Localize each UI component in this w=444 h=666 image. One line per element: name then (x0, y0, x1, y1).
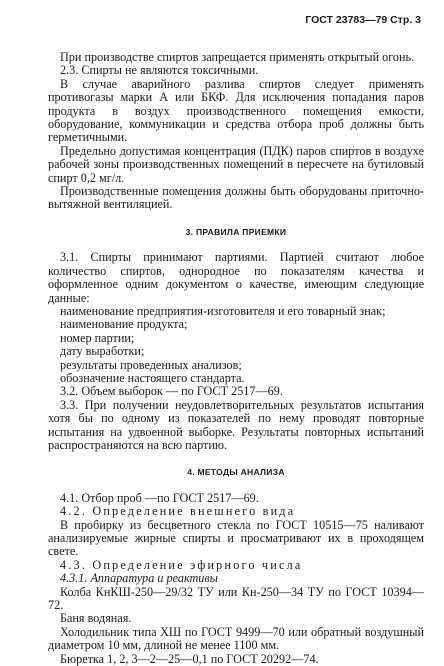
paragraph: При производстве спиртов запрещается применять открытый огонь. (60, 50, 415, 64)
page-content (48, 51, 424, 666)
list-item: наименование предприятия-изготовителя и его товарный знак; (60, 303, 386, 318)
paragraph: Холодильник типа ХШ по ГОСТ 9499—70 или обратный воздушный диаметром 10 мм, длиной не менее 1100 мм. (48, 624, 424, 653)
paragraph: 3.3. При получении неудовлетворительных результатов испытания хотя бы по одному из показателей по нему проводят повторные испытания на удвоенной выборке. Результаты повторных испытаний распространяются на всю партию. (48, 397, 424, 452)
list-item: результаты проведенных анализов; (60, 357, 242, 372)
paragraph: 3.1. Спирты принимают партиями. Партией считают любое количество спиртов, однородное по показателям качества и оформленное одним документом о качестве, имеющим следующие данные: (48, 250, 424, 305)
subheading: 4.2. Определение внешнего вида (60, 504, 296, 519)
subheading: 4.3. Определение эфирного числа (60, 557, 303, 572)
paragraph: Предельно допустимая концентрация (ПДК) паров спиртов в воздухе рабочей зоны производственных помещений в пересчете на бутиловый спирт 0,2 мг/л. (48, 143, 424, 185)
list-item: наименование продукта; (60, 317, 188, 332)
paragraph: 4.1. Отбор проб —по ГОСТ 2517—69. (60, 490, 259, 505)
paragraph: Бюретка 1, 2, 3—2—25—0,1 по ГОСТ 20292—74. (60, 651, 319, 666)
paragraph: Производственные помещения должны быть оборудованы приточно-вытяжной вентиляцией. (48, 184, 424, 212)
paragraph: 3.2. Объем выборок — по ГОСТ 2517—69. (60, 384, 283, 399)
paragraph: В пробирку из бесцветного стекла по ГОСТ 10515—75 наливают анализируемые жирные спирты и просматривают их в проходящем свете. (48, 517, 424, 559)
list-item: дату выработки; (60, 344, 145, 359)
paragraph: Баня водяная. (60, 611, 132, 626)
paragraph: 2.3. Спирты не являются токсичными. (60, 63, 259, 78)
italic-text: 4.3.1. Аппаратура и реактивы (60, 571, 218, 586)
list-item: номер партии; (60, 330, 135, 345)
subheading-italic (48, 572, 424, 585)
page-header: ГОСТ 23783—79 Стр. 3 (305, 14, 421, 26)
paragraph: В случае аварийного разлива спиртов следует применять противогазы марки А или БКФ. Для исключения попадания паров продукта в воздух производственного помещения емкости, оборудование, коммуникации и средства отбора проб должны быть герметичными. (48, 76, 424, 145)
list (48, 305, 424, 385)
section-heading: 3. ПРАВИЛА ПРИЕМКИ (185, 226, 287, 237)
section-heading: 4. МЕТОДЫ АНАЛИЗА (187, 467, 285, 478)
paragraph: Колба КнКШ-250—29/32 ТУ или Кн-250—34 ТУ по ГОСТ 10394—72. (48, 584, 424, 613)
list-item: обозначение настоящего стандарта. (60, 370, 245, 385)
